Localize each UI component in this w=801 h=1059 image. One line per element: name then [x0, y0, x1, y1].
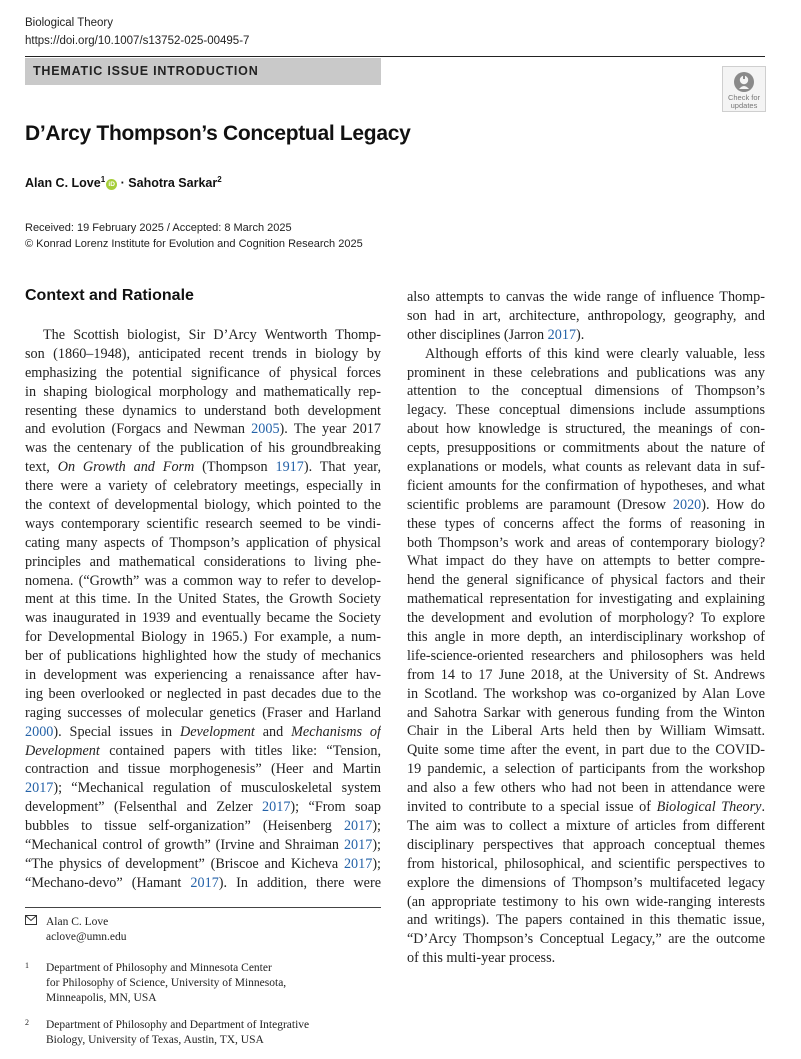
- text-line: [25, 458, 381, 477]
- corresponding-email[interactable]: aclove@umn.edu: [46, 931, 127, 943]
- citation-link[interactable]: 2017: [262, 799, 291, 816]
- citation-link[interactable]: 2017: [25, 780, 54, 797]
- text-run: The aim was to collect a mixture of articles from different: [407, 817, 765, 834]
- text-line: [25, 855, 381, 874]
- text-run: from historical, philosophical, and scientific perspectives to: [407, 855, 765, 872]
- text-run: ); “From soap: [290, 799, 381, 816]
- affiliation-line: Minneapolis, MN, USA: [46, 992, 157, 1004]
- affiliation-line: Department of Philosophy and Department of Integrative: [46, 1019, 310, 1031]
- text-run: );: [372, 837, 381, 854]
- text-run: and evolution (Forgacs and Newman: [25, 421, 252, 438]
- author-affiliation-mark: 2: [217, 175, 222, 184]
- section-label: THEMATIC ISSUE INTRODUCTION: [33, 64, 259, 78]
- text-line: [407, 307, 765, 326]
- text-line: [25, 402, 381, 421]
- text-run: of this multi-year process.: [407, 950, 556, 967]
- text-run: .: [761, 799, 765, 816]
- text-run: was the centenary of the publication of his groundbreaking: [25, 440, 381, 457]
- orcid-icon[interactable]: iD: [106, 179, 117, 190]
- text-line: [407, 364, 765, 383]
- author-list: [25, 175, 222, 190]
- text-run: invited to contribute to a special issue of: [407, 799, 657, 816]
- text-run: from 14 to 17 June 2018, at the University of St. Andrews: [407, 666, 765, 683]
- text-line: [407, 552, 765, 571]
- text-line: [25, 420, 381, 439]
- affiliation-number: 1: [25, 961, 29, 970]
- text-run: “D’Arcy Thompson’s Conceptual Legacy,” are the outcome: [407, 931, 765, 948]
- text-run: life-science-oriented researchers and philosophers was held: [407, 647, 765, 664]
- text-run: there were a variety of celebratory meetings, especially in: [25, 478, 381, 495]
- text-run: ment at this time. In the United States, the Growth Society: [25, 591, 381, 608]
- text-run: bubbles to tissue self-organization” (Heisenberg: [25, 818, 344, 835]
- text-line: [407, 420, 765, 439]
- text-line: [25, 704, 381, 723]
- text-run: prominent in these celebrations and publications was any: [407, 364, 765, 381]
- text-run: and: [254, 723, 292, 740]
- article-title: D’Arcy Thompson’s Conceptual Legacy: [25, 122, 411, 145]
- text-line: [25, 817, 381, 836]
- text-run: for Developmental Biology in 1965.) For example, a num-: [25, 629, 381, 646]
- text-run: ). How do: [701, 496, 765, 513]
- citation-link[interactable]: 2017: [190, 874, 219, 891]
- text-line: [407, 817, 765, 836]
- section-heading: Context and Rationale: [25, 287, 194, 304]
- text-run: attention to the conceptual dimensions of Thompson’s: [407, 383, 765, 400]
- citation-link[interactable]: 2000: [25, 723, 54, 740]
- text-line: [25, 496, 381, 515]
- text-run: The Scottish biologist, Sir D’Arcy Wentworth Thomp-: [43, 327, 381, 343]
- text-run: in Scotland. The workshop was co-organized by Alan Love: [407, 685, 765, 702]
- text-run: hend the general significance of physical factors and their: [407, 572, 765, 589]
- author-separator: ·: [117, 176, 129, 191]
- author-name[interactable]: Alan C. Love: [25, 176, 101, 191]
- text-run: was inaugurated in 1939 and eventually became the Society: [25, 610, 381, 627]
- text-run: legacy. These conceptual dimensions include assumptions: [407, 402, 765, 419]
- italic-text: Mechanisms of: [291, 723, 381, 740]
- text-line: [407, 458, 765, 477]
- body-left-column: [25, 326, 381, 893]
- footnotes: [25, 915, 381, 1048]
- affiliation-line: for Philosophy of Science, University of Minnesota,: [46, 977, 287, 989]
- text-run: these types of concerns affect the forms of reasoning in: [407, 515, 765, 532]
- text-run: ). The year 2017: [279, 421, 381, 438]
- copyright: © Konrad Lorenz Institute for Evolution and Cognition Research 2025: [25, 238, 363, 250]
- text-line: [407, 874, 765, 893]
- text-run: “Mechanical control of growth” (Irvine and Shraiman: [25, 837, 344, 854]
- text-run: resenting these dynamics to understand both development: [25, 402, 381, 419]
- text-run: ).: [576, 326, 585, 343]
- affiliation-1: [25, 961, 381, 1006]
- text-line: [25, 628, 381, 647]
- text-run: );: [372, 855, 381, 872]
- text-line: [407, 893, 765, 912]
- text-run: emphasizing the potential significance of physical forces: [25, 364, 381, 381]
- text-line: [407, 855, 765, 874]
- text-run: Quite some time after the event, in part due to the COVID-: [407, 742, 765, 759]
- text-line: [407, 741, 765, 760]
- text-run: contained papers with titles like: “Tension,: [99, 742, 381, 759]
- text-line: [407, 666, 765, 685]
- text-run: explanations or models, what counts as relevant data in suf-: [407, 459, 765, 476]
- text-line: [25, 553, 381, 572]
- text-run: (Thompson: [194, 459, 276, 476]
- text-line: [25, 666, 381, 685]
- check-updates-icon: [733, 71, 755, 93]
- affiliation-number: 2: [25, 1018, 29, 1027]
- text-line: [25, 760, 381, 779]
- italic-text: Development: [179, 723, 255, 740]
- body-right-column: [407, 288, 765, 968]
- text-line: [25, 779, 381, 798]
- text-line: [25, 477, 381, 496]
- text-run: text,: [25, 459, 58, 476]
- article-dates: [25, 220, 363, 252]
- text-run: cepts, presuppositions or commitments about the nature of: [407, 440, 765, 457]
- affiliation-2: [25, 1018, 381, 1048]
- citation-link[interactable]: 2017: [343, 837, 373, 854]
- text-run: ). That year,: [303, 459, 381, 476]
- text-run: both Thompson’s work and areas of contemporary biology?: [407, 534, 765, 551]
- text-line: [25, 326, 381, 345]
- text-run: and also a few others who had not been in attendance were: [407, 780, 765, 797]
- text-line: [25, 723, 381, 742]
- envelope-icon: [25, 915, 37, 930]
- footnote-rule: [25, 907, 381, 908]
- check-for-updates-button[interactable]: [722, 66, 766, 112]
- text-line: [407, 685, 765, 704]
- text-line: [407, 590, 765, 609]
- text-line: [407, 836, 765, 855]
- text-run: “The physics of development” (Briscoe and Kicheva: [25, 855, 344, 872]
- text-run: raging successes of molecular genetics (Fraser and Harland: [25, 704, 381, 721]
- journal-name: Biological Theory: [25, 17, 114, 29]
- text-line: [25, 345, 381, 364]
- text-run: in development was experiencing a renaissance after hav-: [25, 667, 381, 684]
- text-run: son (1860–1948), anticipated recent trends in biology by: [25, 345, 381, 362]
- text-run: mathematical representation for investigating and explaining: [407, 591, 765, 608]
- text-run: );: [372, 818, 381, 835]
- text-run: contraction and tissue morphogenesis” (Heer and Martin: [25, 761, 381, 778]
- citation-link[interactable]: 1917: [275, 459, 304, 476]
- text-run: principles and mathematical considerations to living phe-: [25, 553, 381, 570]
- text-line: [407, 949, 765, 968]
- text-line: [407, 382, 765, 401]
- text-line: [407, 515, 765, 534]
- section-banner: [25, 58, 381, 85]
- text-line: [25, 383, 381, 402]
- italic-text: Development: [25, 742, 100, 759]
- citation-link[interactable]: 2020: [672, 496, 702, 513]
- text-run: “Mechano-devo” (Hamant: [25, 874, 191, 891]
- text-run: ). Special issues in: [53, 723, 180, 740]
- text-run: ber of publications highlighted how the study of mechanics: [25, 648, 381, 665]
- text-line: [407, 571, 765, 590]
- text-line: [407, 760, 765, 779]
- text-line: [407, 722, 765, 741]
- text-line: [407, 647, 765, 666]
- text-run: other disciplines (Jarron: [407, 326, 548, 343]
- text-run: son had in art, architecture, anthropology, geography, and: [407, 307, 765, 324]
- italic-text: On Growth and Form: [57, 459, 195, 476]
- text-run: nomena. (“Growth” was a common way to refer to develop-: [25, 572, 381, 589]
- text-run: and writings). The papers contained in this thematic issue,: [407, 912, 765, 929]
- text-line: [407, 628, 765, 647]
- text-run: ing been overlooked or neglected in past decades due to the: [25, 685, 381, 702]
- text-line: [407, 496, 765, 515]
- author-affiliation-mark: 1: [100, 175, 106, 184]
- text-run: ); “Mechanical regulation of musculoskeletal system: [53, 780, 381, 797]
- text-run: ficient amounts for the confirmation of hypotheses, and what: [407, 477, 765, 494]
- text-run: also attempts to canvas the wide range of influence Thomp-: [407, 289, 765, 305]
- text-line: [407, 779, 765, 798]
- text-run: and Sahotra Sarkar with generous funding from the Winton: [407, 704, 765, 721]
- text-line: [407, 609, 765, 628]
- text-run: explore the dimensions of Thompson’s multifaceted legacy: [407, 874, 765, 891]
- text-line: [25, 590, 381, 609]
- text-line: [407, 401, 765, 420]
- text-line: [407, 288, 765, 307]
- text-line: [25, 836, 381, 855]
- text-run: ). In addition, there were: [218, 874, 381, 891]
- text-line: [407, 930, 765, 949]
- text-run: the development and evolution of morphology? To explore: [407, 610, 765, 627]
- author-name[interactable]: Sahotra Sarkar: [128, 176, 218, 191]
- text-line: [407, 326, 765, 345]
- text-line: [407, 345, 765, 364]
- text-line: [25, 798, 381, 817]
- text-line: [25, 685, 381, 704]
- text-run: What impact do they have on attempts to better compre-: [407, 553, 765, 570]
- journal-header: [25, 14, 249, 50]
- citation-link[interactable]: 2017: [343, 818, 373, 835]
- text-run: ways contemporary scientific research seemed to be vindi-: [25, 515, 381, 532]
- citation-link[interactable]: 2017: [343, 855, 373, 872]
- text-run: Chair in the Liberal Arts held then by William Wimsatt.: [407, 723, 765, 740]
- text-line: [407, 477, 765, 496]
- text-line: [25, 742, 381, 761]
- doi-link[interactable]: https://doi.org/10.1007/s13752-025-00495-7: [25, 35, 250, 47]
- text-line: [25, 609, 381, 628]
- text-run: 19 pandemic, a selection of participants from the workshop: [407, 761, 765, 778]
- text-line: [407, 704, 765, 723]
- affiliation-line: Biology, University of Texas, Austin, TX, USA: [46, 1034, 264, 1046]
- text-run: in shaping biological morphology and mathematically rep-: [25, 383, 381, 400]
- text-run: disciplinary perspectives that approach conceptual themes: [407, 836, 765, 853]
- text-line: [407, 911, 765, 930]
- text-run: about how knowledge is structured, the meanings of con-: [407, 421, 765, 438]
- corresponding-name: Alan C. Love: [46, 916, 109, 928]
- text-line: [25, 515, 381, 534]
- header-rule: [25, 56, 765, 57]
- text-line: [25, 647, 381, 666]
- text-line: [25, 572, 381, 591]
- italic-text: Biological Theory: [656, 799, 762, 816]
- affiliation-line: Department of Philosophy and Minnesota Center: [46, 962, 272, 974]
- text-run: (an appropriate testimony to his own wide-ranging interests: [407, 893, 765, 910]
- text-line: [25, 874, 381, 893]
- text-run: Although efforts of this kind were clearly valuable, less: [425, 345, 765, 362]
- text-line: [407, 534, 765, 553]
- text-line: [25, 364, 381, 383]
- citation-link[interactable]: 2017: [547, 326, 577, 343]
- text-line: [407, 798, 765, 817]
- text-run: the context of developmental biology, which pointed to the: [25, 497, 381, 514]
- text-run: this angle in more depth, an interdisciplinary workshop of: [407, 629, 765, 646]
- corresponding-author: [25, 915, 381, 945]
- text-line: [407, 439, 765, 458]
- citation-link[interactable]: 2005: [251, 421, 280, 438]
- text-line: [25, 439, 381, 458]
- text-run: development” (Felsenthal and Zelzer: [25, 799, 263, 816]
- text-run: cating many aspects of Thompson’s application of physical: [25, 534, 381, 551]
- text-run: scientific problems are paramount (Dresow: [407, 496, 673, 513]
- received-accepted: Received: 19 February 2025 / Accepted: 8 March 2025: [25, 222, 292, 234]
- check-updates-label: Check for updates: [727, 93, 761, 110]
- text-line: [25, 534, 381, 553]
